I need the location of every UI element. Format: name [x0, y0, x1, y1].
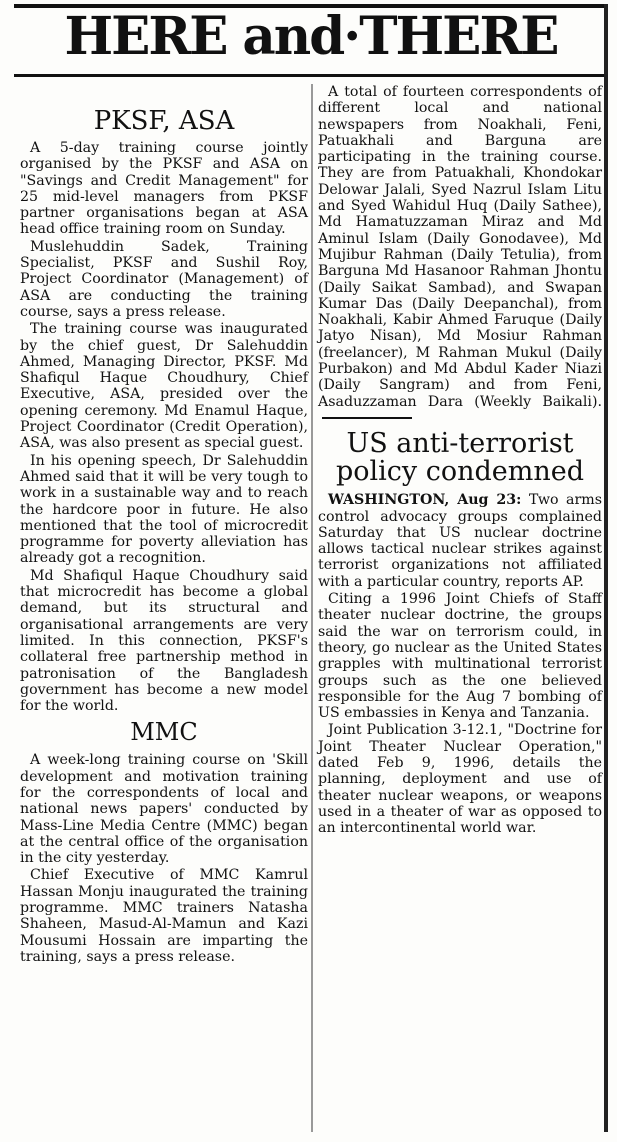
mmc-continued-paragraph: [318, 84, 602, 426]
us-policy-headline: US anti-terrorist policy condemned: [335, 428, 585, 488]
pksf-paragraph: A 5-day training course jointly organised by the PKSF and ASA on "Savings and Credit Management" for 25 mid-level managers from PKSF partner organisations began at ASA head office training room on Sunday.: [20, 140, 308, 238]
mmc-continued-text: A total of fourteen correspondents of different local and national newspapers from Noakhali, Feni, Patuakhali and Barguna are participating in the training course. They are from Patuakhali, Khondokar Delowar Jalali, Syed Nazrul Islam Litu and Syed Wahidul Huq (Daily Sathee), Md Hamatuzzaman Miraz and Md Aminul Islam (Daily Gonodavee), Md Mujibur Rahman (Daily Tetulia), from Barguna Md Hasanoor Rahman Jhontu (Daily Saikat Sambad), and Swapan Kumar Das (Daily Deepanchal), from Noakhali, Kabir Ahmed Faruque (Daily Jatyo Nisan), Md Mosiur Rahman (freelancer), M Rahman Mukul (Daily Purbakon) and Md Abdul Kader Niazi (Daily Sangram) and from Feni, Asaduzzaman Dara (Weekly Baikali).: [318, 84, 602, 410]
left-column: [20, 84, 308, 966]
dateline: WASHINGTON, Aug 23:: [328, 492, 522, 509]
us-paragraph: Citing a 1996 Joint Chiefs of Staff theater nuclear doctrine, the groups said the war on terrorism could, in theory, go nuclear as the United States grapples with multinational terrorist groups such as the one believed responsible for the Aug 7 bombing of US embassies in Kenya and Tanzania.: [318, 591, 602, 722]
mmc-headline: MMC: [130, 718, 198, 747]
pksf-paragraph: Muslehuddin Sadek, Training Specialist, PKSF and Sushil Roy, Project Coordinator (Management) of ASA are conducting the training course, says a press release.: [20, 238, 308, 320]
pksf-asa-headline: PKSF, ASA: [93, 106, 235, 136]
us-lead-paragraph: [318, 492, 602, 590]
masthead-title: HERE and·THERE: [64, 6, 558, 67]
us-paragraph: Joint Publication 3-12.1, "Doctrine for Joint Theater Nuclear Operation," dated Feb 9, 1996, details the planning, deployment and use of theater nuclear weapons, or weapons used in a theater of war as opposed to an intercontinental world war.: [318, 722, 602, 837]
right-column: [318, 84, 602, 837]
mmc-paragraph: Chief Executive of MMC Kamrul Hassan Monju inaugurated the training programme. MMC trainers Natasha Shaheen, Masud-Al-Mamun and Kazi Mousumi Hossain are imparting the training, says a press release.: [20, 867, 308, 965]
mmc-paragraph: A week-long training course on 'Skill development and motivation training for the correspondents of local and national news papers' conducted by Mass-Line Media Centre (MMC) began at the central office of the organisation in the city yesterday.: [20, 752, 308, 867]
article-end-rule: [322, 417, 412, 419]
column-divider: [311, 84, 313, 1132]
pksf-paragraph: Md Shafiqul Haque Choudhury said that microcredit has become a global demand, but its structural and organisational arrangements are very limited. In this connection, PKSF's collateral free partnership method in patronisation of the Bangladesh government has become a new model for the world.: [20, 567, 308, 715]
pksf-paragraph: In his opening speech, Dr Salehuddin Ahmed said that it will be very tough to work in a sustainable way and to reach the hardcore poor in future. He also mentioned that the tool of microcredit programme for poverty alleviation has already got a recognition.: [20, 452, 308, 567]
right-border-rule: [604, 4, 608, 1132]
us-lead-text: Two arms control advocacy groups complained Saturday that US nuclear doctrine allows tactical nuclear strikes against terrorist organizations not affiliated with a particular country, reports AP.: [318, 492, 602, 590]
pksf-paragraph: The training course was inaugurated by the chief guest, Dr Salehuddin Ahmed, Managing Director, PKSF. Md Shafiqul Haque Choudhury, Chief Executive, ASA, presided over the opening ceremony. Md Enamul Haque, Project Coordinator (Credit Operation), ASA, was also present as special guest.: [20, 321, 308, 452]
